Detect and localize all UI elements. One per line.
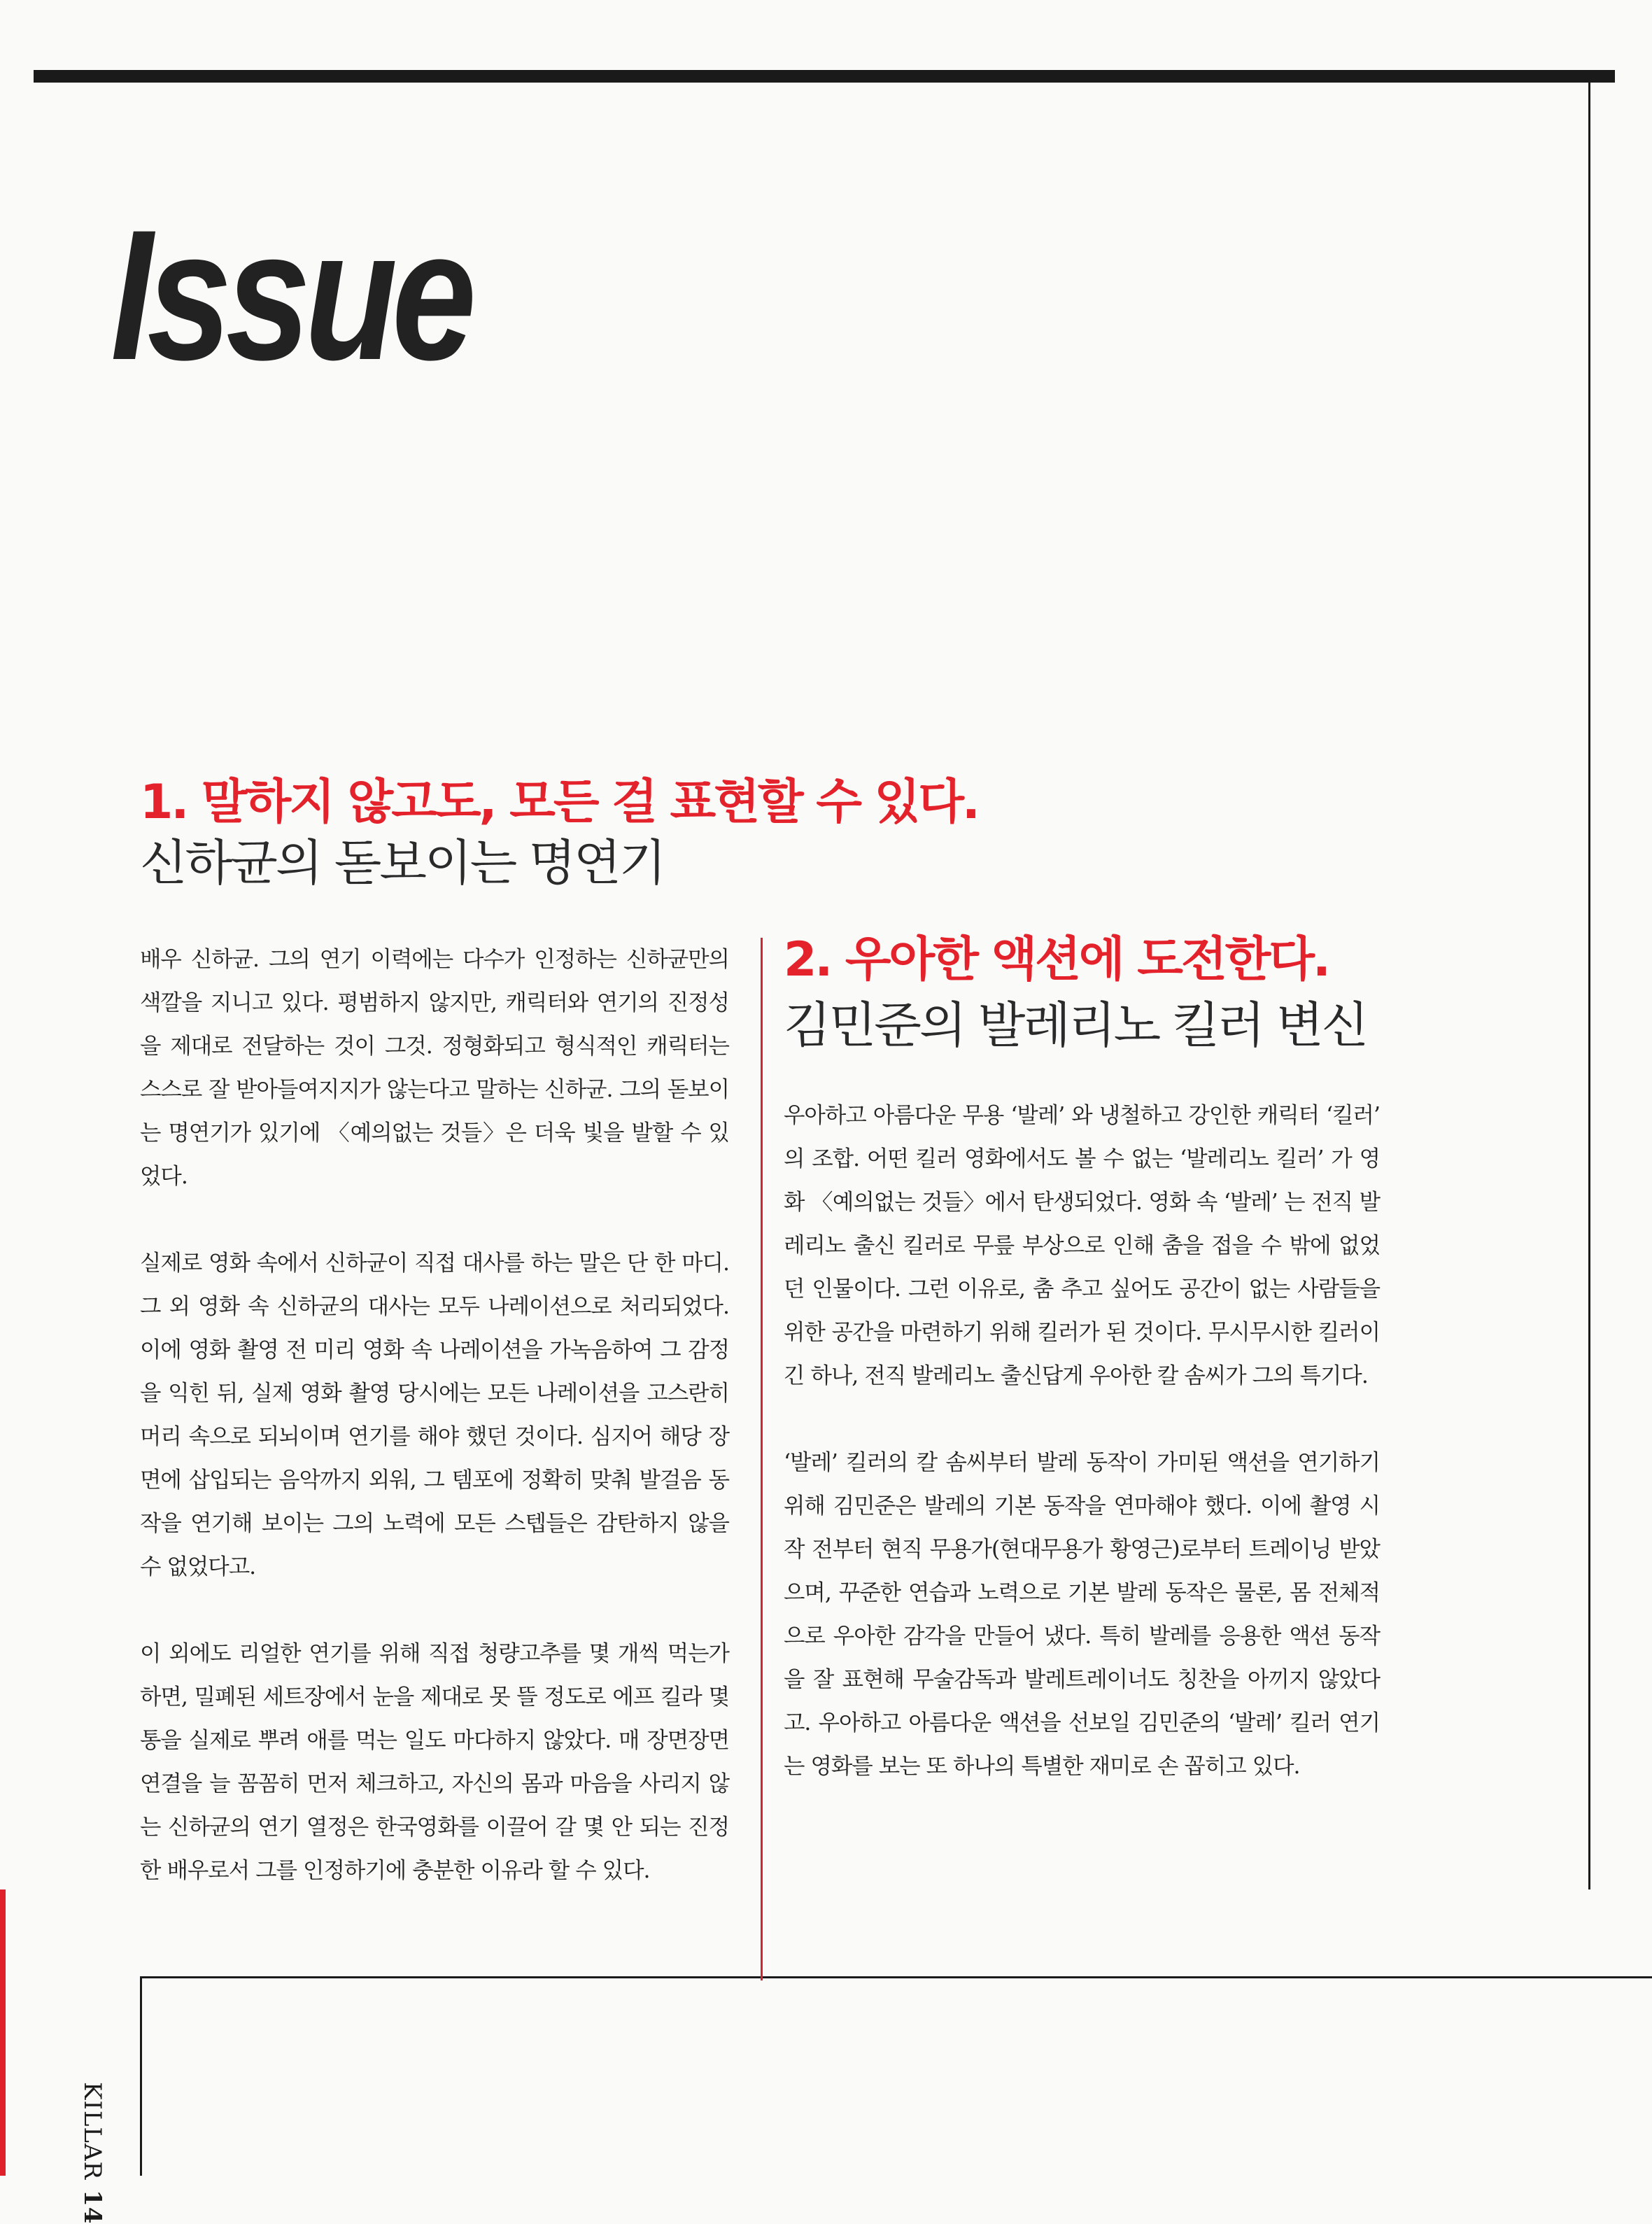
bottom-vertical-rule xyxy=(140,1976,142,2176)
section1-heading: 1. 말하지 않고도, 모든 걸 표현할 수 있다. xyxy=(140,775,978,830)
section1-body xyxy=(140,938,729,1892)
section2-heading: 2. 우아한 액션에 도전한다. xyxy=(784,932,1329,987)
page-footer-label xyxy=(78,2082,106,2224)
section1-subheading: 신하균의 돋보이는 명연기 xyxy=(140,834,665,892)
section2-body xyxy=(784,1094,1380,1788)
column-divider xyxy=(761,938,763,1980)
section2-subheading: 김민준의 발레리노 킬러 변신 xyxy=(784,997,1367,1054)
section1-paragraph-3: 이 외에도 리얼한 연기를 위해 직접 청량고추를 몇 개씩 먹는가 하면, 밀폐된 세트장에서 눈을 제대로 못 뜰 정도로 에프 킬라 몇 통을 실제로 뿌려 애를 먹는 일도 마다하지 않았다. 매 장면장면 연결을 늘 꼼꼼히 먼저 체크하고, 자신의 몸과 마음을 사리지 않는 신하균의 연기 열정은 한국영화를 이끌어 갈 몇 안 되는 진정한 배우로서 그를 인정하기에 충분한 이유라 할 수 있다. xyxy=(140,1641,729,1883)
top-rule xyxy=(34,70,1615,83)
magazine-name: KILLAR xyxy=(78,2082,106,2181)
page-title: Issue xyxy=(111,192,471,399)
bottom-rule xyxy=(140,1976,1652,1978)
section1-paragraph-2: 실제로 영화 속에서 신하균이 직접 대사를 하는 말은 단 한 마디. 그 외 영화 속 신하균의 대사는 모두 나레이션으로 처리되었다. 이에 영화 촬영 전 미리 영화 속 나레이션을 가녹음하여 그 감정을 익힌 뒤, 실제 영화 촬영 당시에는 모든 나레이션을 고스란히 머리 속으로 되뇌이며 연기를 해야 했던 것이다. 심지어 해당 장면에 삽입되는 음악까지 외워, 그 템포에 정확히 맞춰 발걸음 동작을 연기해 보이는 그의 노력에 모든 스텝들은 감탄하지 않을 수 없었다고. xyxy=(140,1251,729,1579)
red-page-edge xyxy=(0,1889,6,2176)
section2-paragraph-2: ‘발레’ 킬러의 칼 솜씨부터 발레 동작이 가미된 액션을 연기하기 위해 김민준은 발레의 기본 동작을 연마해야 했다. 이에 촬영 시작 전부터 현직 무용가(현대무용가 황영근)로부터 트레이닝 받았으며, 꾸준한 연습과 노력으로 기본 발레 동작은 물론, 몸 전체적으로 우아한 감각을 만들어 냈다. 특히 발레를 응용한 액션 동작을 잘 표현해 무술감독과 발레트레이너도 칭찬을 아끼지 않았다고. 우아하고 아름다운 액션을 선보일 김민준의 ‘발레’ 킬러 연기는 영화를 보는 또 하나의 특별한 재미로 손 꼽히고 있다. xyxy=(784,1450,1380,1779)
page-number: 14 xyxy=(78,2190,106,2224)
right-rule xyxy=(1588,70,1590,1889)
section2-paragraph-1: 우아하고 아름다운 무용 ‘발레’ 와 냉철하고 강인한 캐릭터 ‘킬러’ 의 조합. 어떤 킬러 영화에서도 볼 수 없는 ‘발레리노 킬러’ 가 영화 〈예의없는 것들〉에서 탄생되었다. 영화 속 ‘발레’ 는 전직 발레리노 출신 킬러로 무릎 부상으로 인해 춤을 접을 수 밖에 없었던 인물이다. 그런 이유로, 춤 추고 싶어도 공간이 없는 사람들을 위한 공간을 마련하기 위해 킬러가 된 것이다. 무시무시한 킬러이긴 하나, 전직 발레리노 출신답게 우아한 칼 솜씨가 그의 특기다. xyxy=(784,1103,1380,1388)
section1-paragraph-1: 배우 신하균. 그의 연기 이력에는 다수가 인정하는 신하균만의 색깔을 지니고 있다. 평범하지 않지만, 캐릭터와 연기의 진정성을 제대로 전달하는 것이 그것. 정형화되고 형식적인 캐릭터는 스스로 잘 받아들여지지가 않는다고 말하는 신하균. 그의 돋보이는 명연기가 있기에 〈예의없는 것들〉은 더욱 빛을 발할 수 있었다. xyxy=(140,947,729,1189)
